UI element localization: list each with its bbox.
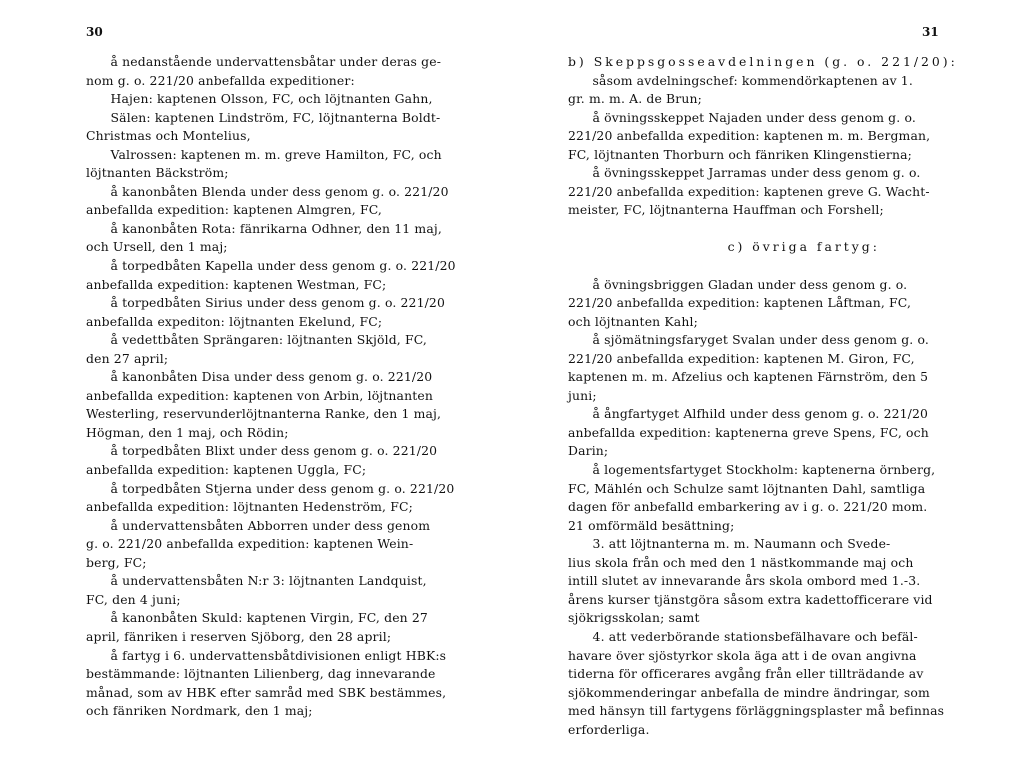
text-line: sjökrigsskolan; samt xyxy=(568,610,700,626)
right-page-text xyxy=(568,53,968,739)
text-line: å sjömätningsfaryget Svalan under dess genom g. o. xyxy=(568,332,929,348)
text-line: månad, som av HBK efter samråd med SBK bestämmes, xyxy=(86,684,447,700)
text-line: g. o. 221/20 anbefallda expedition: kaptenen Wein- xyxy=(86,536,414,552)
text-line: Darin; xyxy=(568,443,609,459)
text-line: å kanonbåten Blenda under dess genom g. o. 221/20 xyxy=(86,183,449,199)
text-line: anbefallda expedition: kaptenen Almgren, FC, xyxy=(86,202,383,218)
page-number-right: 31 xyxy=(922,25,939,39)
text-line: å undervattensbåten Abborren under dess genom xyxy=(86,517,431,533)
text-line: å kanonbåten Skuld: kaptenen Virgin, FC, den 27 xyxy=(86,610,428,626)
text-line: april, fänriken i reserven Sjöborg, den 28 april; xyxy=(86,628,392,644)
text-line: anbefallda expediton: löjtnanten Ekelund, FC; xyxy=(86,313,383,329)
page-number-left: 30 xyxy=(86,25,103,39)
text-line: årens kurser tjänstgöra såsom extra kadettofficerare vid xyxy=(568,591,933,607)
text-line: anbefallda expedition: kaptenerna greve Spens, FC, och xyxy=(568,424,929,440)
text-line: intill slutet av innevarande års skola ombord med 1.-3. xyxy=(568,573,921,589)
text-line: juni; xyxy=(568,387,597,403)
text-line: gr. m. m. A. de Brun; xyxy=(568,91,702,107)
text-line xyxy=(568,220,968,239)
text-line: FC, den 4 juni; xyxy=(86,591,181,607)
text-line: å logementsfartyget Stockholm: kaptenerna örnberg, xyxy=(568,462,936,478)
text-line: havare över sjöstyrkor skola äga att i de ovan angivna xyxy=(568,647,917,663)
right-page xyxy=(512,0,1024,767)
text-line: 221/20 anbefallda expedition: kaptenen m. m. Bergman, xyxy=(568,128,931,144)
text-line: 221/20 anbefallda expedition: kaptenen greve G. Wacht- xyxy=(568,183,930,199)
text-line: å övningsskeppet Jarramas under dess genom g. o. xyxy=(568,165,921,181)
text-line: den 27 april; xyxy=(86,350,169,366)
text-line: Sälen: kaptenen Lindström, FC, löjtnanterna Boldt- xyxy=(86,109,441,125)
text-line: och Ursell, den 1 maj; xyxy=(86,239,228,255)
text-line: tiderna för officerares avgång från eller tillträdande av xyxy=(568,666,924,682)
text-line: lius skola från och med den 1 nästkommande maj och xyxy=(568,554,914,570)
text-line: såsom avdelningschef: kommendörkaptenen av 1. xyxy=(568,72,913,88)
text-line: Högman, den 1 maj, och Rödin; xyxy=(86,424,289,440)
text-line: å kanonbåten Disa under dess genom g. o. 221/20 xyxy=(86,369,433,385)
text-line: å fartyg i 6. undervattensbåtdivisionen enligt HBK:s xyxy=(86,647,447,663)
text-line: erforderliga. xyxy=(568,721,650,737)
text-line: å torpedbåten Kapella under dess genom g. o. 221/20 xyxy=(86,258,456,274)
text-line: anbefallda expedition: kaptenen von Arbin, löjtnanten xyxy=(86,387,433,403)
text-line: å nedanstående undervattensbåtar under deras ge- xyxy=(86,54,442,69)
text-line: sjökommenderingar anbefalla de mindre ändringar, som xyxy=(568,684,930,700)
text-line: å torpedbåten Stjerna under dess genom g. o. 221/20 xyxy=(86,480,455,496)
text-line: löjtnanten Bäckström; xyxy=(86,165,229,181)
left-page-text xyxy=(86,53,466,721)
text-line: bestämmande: löjtnanten Lilienberg, dag innevarande xyxy=(86,666,436,682)
text-line: 3. att löjtnanterna m. m. Naumann och Svede- xyxy=(568,536,891,552)
text-line: berg, FC; xyxy=(86,554,147,570)
text-line: Hajen: kaptenen Olsson, FC, och löjtnanten Gahn, xyxy=(86,91,433,107)
text-line: å torpedbåten Sirius under dess genom g. o. 221/20 xyxy=(86,295,445,311)
text-line: å ångfartyget Alfhild under dess genom g. o. 221/20 xyxy=(568,406,929,422)
text-line: 4. att vederbörande stationsbefälhavare och befäl- xyxy=(568,628,918,644)
text-line: å kanonbåten Rota: fänrikarna Odhner, den 11 maj, xyxy=(86,220,442,236)
text-line: FC, Mählén och Schulze samt löjtnanten Dahl, samtliga xyxy=(568,480,926,496)
text-line: med hänsyn till fartygens förläggningsplaster må befinnas xyxy=(568,703,945,719)
text-line: och löjtnanten Kahl; xyxy=(568,313,698,329)
text-line: Westerling, reservunderlöjtnanterna Ranke, den 1 maj, xyxy=(86,406,442,422)
text-line: 221/20 anbefallda expedition: kaptenen Låftman, FC, xyxy=(568,295,912,311)
text-line: å vedettbåten Sprängaren: löjtnanten Skjöld, FC, xyxy=(86,332,428,348)
text-line: å övningsbriggen Gladan under dess genom g. o. xyxy=(568,276,908,292)
text-line: å torpedbåten Blixt under dess genom g. o. 221/20 xyxy=(86,443,438,459)
text-line: å undervattensbåten N:r 3: löjtnanten Landquist, xyxy=(86,573,427,589)
text-line: meister, FC, löjtnanterna Hauffman och Forshell; xyxy=(568,202,884,218)
text-line: b) Skeppsgosseavdelningen (g. o. 221/20): xyxy=(568,54,958,69)
text-line: FC, löjtnanten Thorburn och fänriken Klingenstierna; xyxy=(568,146,912,162)
text-line: dagen för anbefalld embarkering av i g. o. 221/20 mom. xyxy=(568,499,928,515)
text-line: anbefallda expedition: löjtnanten Hedenström, FC; xyxy=(86,499,413,515)
text-line: 221/20 anbefallda expedition: kaptenen M. Giron, FC, xyxy=(568,350,915,366)
text-line: anbefallda expedition: kaptenen Westman, FC; xyxy=(86,276,387,292)
text-line: Christmas och Montelius, xyxy=(86,128,251,144)
text-line: nom g. o. 221/20 anbefallda expeditioner: xyxy=(86,72,355,88)
text-line xyxy=(568,257,968,276)
text-line: å övningsskeppet Najaden under dess genom g. o. xyxy=(568,109,916,125)
text-line: kaptenen m. m. Afzelius och kaptenen Färnström, den 5 xyxy=(568,369,929,385)
text-line: anbefallda expedition: kaptenen Uggla, FC; xyxy=(86,462,367,478)
text-line: Valrossen: kaptenen m. m. greve Hamilton, FC, och xyxy=(86,146,442,162)
text-line: 21 omförmäld besättning; xyxy=(568,517,735,533)
text-line: och fänriken Nordmark, den 1 maj; xyxy=(86,703,313,719)
text-line: c) övriga fartyg: xyxy=(568,239,880,255)
